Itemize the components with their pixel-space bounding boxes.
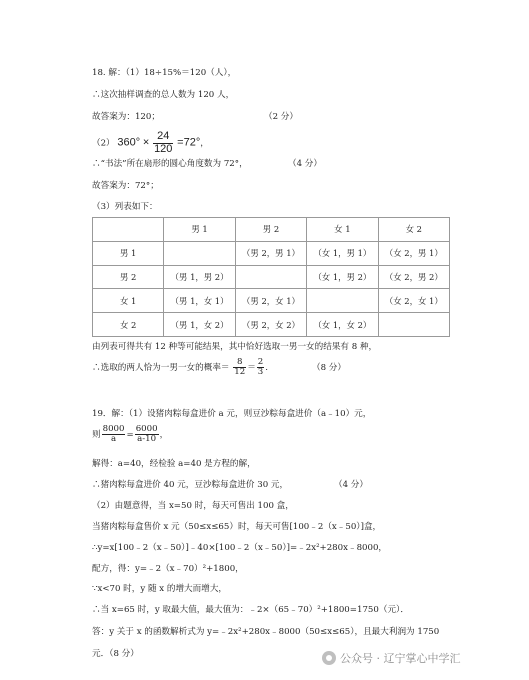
q18-sector-angle: ∴“书法”所在扇形的圆心角度数为 72°， bbox=[92, 159, 248, 169]
q19-line-7: ∴y=x[100﹣2（x﹣50）]﹣40×[100﹣2（x﹣50）]=﹣2x²+280x﹣8000， bbox=[92, 543, 388, 553]
q18-score-2: （4 分） bbox=[288, 159, 322, 169]
table-cell: （男 1，女 1） bbox=[164, 289, 235, 313]
q19-score-1: （4 分） bbox=[334, 480, 368, 490]
q18-line-4 bbox=[92, 131, 209, 155]
q19-line-5: （2）由题意得，当 x=50 时，每天可售出 100 盒， bbox=[92, 501, 294, 511]
wechat-icon bbox=[322, 651, 336, 665]
table-cell bbox=[235, 265, 306, 289]
q18-times: × bbox=[142, 136, 150, 149]
q18-line-6: 故答案为：72°； bbox=[92, 181, 159, 191]
table-header-row bbox=[93, 218, 450, 242]
q18-score-1: （2 分） bbox=[264, 112, 298, 122]
table-cell: （女 1，男 1） bbox=[307, 241, 378, 265]
q18-line-1: 18. 解：（1）18÷15%＝120（人）， bbox=[92, 68, 237, 78]
q19-line-6: 当猪肉粽每盒售价 x 元（50≤x≤65）时，每天可售[100﹣2（x﹣50）]盒， bbox=[92, 522, 382, 532]
table-cell: （男 2，女 1） bbox=[235, 289, 306, 313]
table-row bbox=[93, 265, 450, 289]
fraction-numerator: 2 bbox=[257, 357, 264, 367]
table-cell bbox=[378, 313, 449, 337]
q18-fraction-2-3 bbox=[257, 358, 264, 377]
q19-line-1: 19．解：（1）设猪肉粽每盒进价 a 元，则豆沙粽每盒进价（a﹣10）元， bbox=[92, 409, 372, 419]
table-cell: （男 1，男 2） bbox=[164, 265, 235, 289]
table-row-label: 男 2 bbox=[93, 265, 164, 289]
fraction-denominator: 120 bbox=[154, 142, 173, 155]
fraction-denominator: a bbox=[110, 434, 117, 445]
q19-fraction-6000-a10 bbox=[135, 425, 159, 444]
q18-part2-label: （2） bbox=[92, 138, 115, 149]
q19-line-10: ∴当 x=65 时，y 取最大值，最大值为：﹣2×（65﹣70）²+1800=1750（元）． bbox=[92, 605, 409, 615]
table-cell: （女 1，女 2） bbox=[307, 313, 378, 337]
fraction-numerator: 24 bbox=[153, 131, 173, 144]
comma: ， bbox=[159, 430, 169, 441]
q18-fraction-8-12 bbox=[233, 358, 246, 377]
table-row-label: 男 1 bbox=[93, 241, 164, 265]
q19-line-4 bbox=[92, 480, 368, 490]
outcome-table-body bbox=[93, 218, 450, 337]
table-cell: （男 1，女 2） bbox=[164, 313, 235, 337]
q19-then: 则 bbox=[92, 430, 101, 441]
q18-line-9 bbox=[92, 357, 346, 378]
equals-sign: ＝ bbox=[247, 363, 256, 374]
outcome-table bbox=[92, 217, 450, 337]
fraction-numerator: 8 bbox=[233, 358, 246, 368]
q18-line-5 bbox=[92, 159, 322, 169]
table-header-cell: 男 2 bbox=[235, 218, 306, 242]
q19-line-11: 答：y 关于 x 的函数解析式为 y=﹣2x²+280x﹣8000（50≤x≤65），且最大利润为 1750 bbox=[92, 627, 440, 637]
q19-line-8: 配方，得：y=﹣2（x﹣70）²+1800， bbox=[92, 564, 244, 574]
fraction-numerator: 8000 bbox=[102, 424, 125, 434]
equals-sign: = bbox=[126, 430, 134, 441]
fraction-denominator: 3 bbox=[257, 367, 264, 378]
q18-line-2: ∴这次抽样调查的总人数为 120 人， bbox=[92, 90, 235, 100]
q19-fraction-8000-a bbox=[102, 425, 126, 444]
q18-score-3: （8 分） bbox=[312, 363, 346, 373]
table-header-cell: 女 1 bbox=[307, 218, 378, 242]
table-row-label: 女 2 bbox=[93, 313, 164, 337]
table-cell bbox=[307, 289, 378, 313]
q18-probability-text: ∴选取的两人恰为一男一女的概率＝ bbox=[92, 363, 230, 374]
fraction-denominator: 12 bbox=[234, 367, 246, 378]
q18-line-8: 由列表可得共有 12 种等可能结果，其中恰好选取一男一女的结果有 8 种， bbox=[92, 342, 378, 352]
q19-line-2 bbox=[92, 425, 168, 444]
watermark-text: 公众号 · 辽宁掌心中学汇 bbox=[340, 652, 461, 665]
table-cell: （男 2，男 1） bbox=[235, 241, 306, 265]
wechat-watermark bbox=[322, 650, 461, 666]
q19-cost-result: ∴猪肉粽每盒进价 40 元，豆沙粽每盒进价 30 元， bbox=[92, 480, 289, 490]
table-row bbox=[93, 289, 450, 313]
q18-line-7: （3）列表如下： bbox=[92, 202, 158, 212]
q18-comma: ， bbox=[200, 138, 209, 149]
table-row bbox=[93, 241, 450, 265]
table-cell bbox=[164, 241, 235, 265]
table-header-cell: 男 1 bbox=[164, 218, 235, 242]
q19-line-9: ∵x<70 时，y 随 x 的增大而增大， bbox=[92, 584, 228, 594]
table-cell: （女 2，男 1） bbox=[378, 241, 449, 265]
q18-answer-1: 故答案为：120； bbox=[92, 112, 160, 122]
table-cell: （男 2，女 2） bbox=[235, 313, 306, 337]
table-cell: （女 2，男 2） bbox=[378, 265, 449, 289]
table-header-cell: 女 2 bbox=[378, 218, 449, 242]
table-header-cell bbox=[93, 218, 164, 242]
table-cell: （女 1，男 2） bbox=[307, 265, 378, 289]
q19-line-3: 解得：a=40，经检验 a=40 是方程的解， bbox=[92, 459, 256, 469]
table-row-label: 女 1 bbox=[93, 289, 164, 313]
q19-line-12: 元．（8 分） bbox=[92, 649, 139, 659]
q18-angle-result: =72° bbox=[177, 136, 201, 149]
table-row bbox=[93, 313, 450, 337]
table-cell: （女 2，女 1） bbox=[378, 289, 449, 313]
q18-line-3 bbox=[92, 112, 298, 122]
q18-fraction-24-120 bbox=[153, 131, 173, 155]
fraction-denominator: a-10 bbox=[137, 434, 157, 445]
q18-angle: 360° bbox=[117, 136, 141, 149]
period: . bbox=[265, 363, 268, 374]
fraction-numerator: 6000 bbox=[135, 424, 158, 434]
